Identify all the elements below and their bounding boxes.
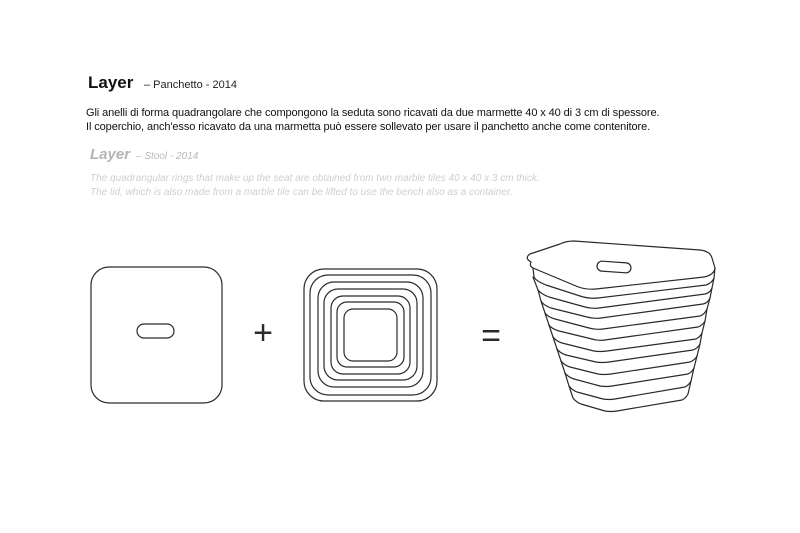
description-italian-line1: Gli anelli di forma quadrangolare che compongono la seduta sono ricavati da due marmette 40 x 40 di 3 cm di spessore. [86,107,660,119]
lid-handle-slot [137,324,174,338]
stool-lid-slot [597,261,632,273]
plus-sign: + [253,314,273,352]
lid-top-view [91,267,222,403]
rings-top-view [304,269,437,401]
equals-sign: = [481,317,501,355]
description-english-line1: The quadrangular rings that make up the seat are obtained from two marble tiles 40 x 40 x 3 cm thick. [90,173,540,184]
title-english: Layer [90,146,131,163]
title-italian: Layer [88,73,134,92]
stool-assembled-view [527,241,715,412]
subtitle-english: – Stool - 2014 [136,151,199,162]
description-italian-line2: Il coperchio, anch'esso ricavato da una marmetta può essere sollevato per usare il panchetto anche come contenitore. [86,121,651,133]
subtitle-italian: – Panchetto - 2014 [144,79,237,91]
description-english-line2: The lid, which is also made from a marble tile can be lifted to use the bench also as a container. [90,187,513,198]
